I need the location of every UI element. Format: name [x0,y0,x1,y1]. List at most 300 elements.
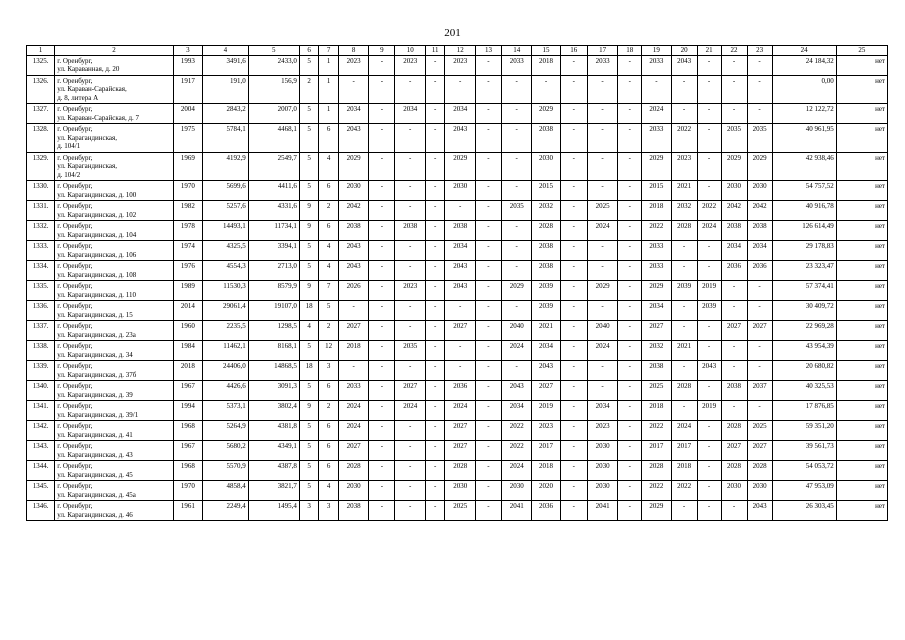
table-cell: нет [836,281,887,301]
table-cell: 2027 [642,321,671,341]
table-cell: - [425,321,445,341]
table-cell: - [532,75,560,104]
table-cell: 2027 [747,441,772,461]
table-cell: 1 [319,75,339,104]
column-header: 2 [55,46,173,56]
table-cell: - [395,421,425,441]
table-row [27,241,888,261]
table-cell: 2014 [173,301,202,321]
table-cell: 6 [319,461,339,481]
table-row [27,381,888,401]
address-cell: г. Оренбург, ул. Караван-Сарайская, д. 8, литера А [55,75,173,104]
table-cell: - [697,441,721,461]
table-cell: нет [836,104,887,124]
table-cell: 24406,0 [203,361,249,381]
table-cell: - [475,321,501,341]
table-cell: 2043 [445,261,475,281]
table-cell: 1968 [173,421,202,441]
row-number-cell: 1335. [27,281,55,301]
table-cell: 2019 [697,281,721,301]
table-row [27,201,888,221]
table-cell: 2004 [173,104,202,124]
table-cell: 2026 [338,281,368,301]
table-cell: 2023 [395,55,425,75]
table-cell: - [560,55,587,75]
table-cell: 2028 [671,381,697,401]
table-cell: 2021 [532,321,560,341]
table-cell: - [560,461,587,481]
table-cell: 2022 [642,221,671,241]
table-cell: 2040 [587,321,617,341]
table-cell: 7 [319,281,339,301]
table-cell: 5 [299,261,319,281]
table-cell: 4331,6 [248,201,299,221]
table-cell: - [369,241,395,261]
table-row [27,221,888,241]
table-cell: 6 [319,181,339,201]
row-number-cell: 1328. [27,124,55,153]
table-cell: 2022 [642,481,671,501]
table-cell: - [618,104,642,124]
table-cell: - [560,301,587,321]
table-cell: - [560,501,587,521]
row-number-cell: 1342. [27,421,55,441]
table-cell: - [587,152,617,181]
table-cell: 1960 [173,321,202,341]
table-cell: - [697,321,721,341]
table-cell: нет [836,201,887,221]
address-cell: г. Оренбург, ул. Карагандинская, д. 104/1 [55,124,173,153]
table-cell: 1974 [173,241,202,261]
table-cell: 2713,0 [248,261,299,281]
table-cell: - [721,104,747,124]
table-row [27,481,888,501]
table-cell: 2034 [642,301,671,321]
table-cell: 20 680,82 [772,361,836,381]
table-cell: 19107,0 [248,301,299,321]
table-cell: 5 [299,124,319,153]
table-row [27,181,888,201]
table-cell: - [475,361,501,381]
table-cell: 5784,1 [203,124,249,153]
table-cell: - [475,341,501,361]
table-cell: - [747,361,772,381]
table-cell: - [697,261,721,281]
table-cell: 40 961,95 [772,124,836,153]
table-cell: 2027 [445,441,475,461]
table-cell: 5 [299,152,319,181]
column-header: 1 [27,46,55,56]
table-cell: - [501,241,531,261]
table-row [27,401,888,421]
table-cell: 2028 [445,461,475,481]
table-cell: 2027 [338,321,368,341]
column-header: 20 [671,46,697,56]
table-cell: - [395,441,425,461]
row-number-cell: 1339. [27,361,55,381]
table-cell: 5699,6 [203,181,249,201]
table-cell: 2018 [338,341,368,361]
table-cell: 2024 [338,401,368,421]
table-cell: 12 122,72 [772,104,836,124]
table-row [27,75,888,104]
table-cell: - [697,75,721,104]
address-cell: г. Оренбург, ул. Карагандинская, д. 43 [55,441,173,461]
table-cell: 2023 [532,421,560,441]
table-cell: - [560,281,587,301]
table-cell: - [747,301,772,321]
table-cell: - [395,361,425,381]
table-cell: - [618,75,642,104]
table-cell: - [425,221,445,241]
table-cell: 4325,5 [203,241,249,261]
address-cell: г. Оренбург, ул. Карагандинская, д. 39 [55,381,173,401]
table-cell: - [618,361,642,381]
table-cell: 2038 [532,261,560,281]
table-cell: 2039 [532,301,560,321]
table-cell: 2027 [747,321,772,341]
table-cell: - [395,152,425,181]
table-cell: - [369,301,395,321]
table-cell: 39 561,73 [772,441,836,461]
table-cell: - [560,421,587,441]
table-cell: 26 303,45 [772,501,836,521]
table-cell: 2017 [532,441,560,461]
table-cell: - [560,361,587,381]
table-cell: - [395,124,425,153]
table-cell: 9 [299,401,319,421]
table-cell: - [697,481,721,501]
table-cell: - [747,55,772,75]
table-cell: 11462,1 [203,341,249,361]
table-cell: 2024 [395,401,425,421]
table-cell: 2030 [747,481,772,501]
table-cell: - [425,341,445,361]
table-cell: - [395,201,425,221]
table-cell: 2037 [747,381,772,401]
address-cell: г. Оренбург, ул. Карагандинская, д. 104 [55,221,173,241]
table-cell: 2021 [671,181,697,201]
table-cell: - [475,481,501,501]
table-cell: 23 323,47 [772,261,836,281]
table-cell: - [425,75,445,104]
table-cell: - [501,75,531,104]
table-cell: 2024 [671,421,697,441]
table-cell: 2018 [642,401,671,421]
table-cell: 2032 [642,341,671,361]
table-cell: 6 [319,441,339,461]
table-cell: - [618,481,642,501]
table-cell: 2023 [338,55,368,75]
table-cell: 2043 [532,361,560,381]
row-number-cell: 1334. [27,261,55,281]
table-cell: 2029 [747,152,772,181]
table-cell: - [697,421,721,441]
table-cell: - [671,261,697,281]
table-cell: 2021 [671,341,697,361]
table-cell: 2030 [338,181,368,201]
table-cell: 2030 [721,481,747,501]
table-cell: - [587,241,617,261]
table-cell: нет [836,55,887,75]
table-cell: 11734,1 [248,221,299,241]
table-cell: - [721,341,747,361]
address-cell: г. Оренбург, ул. Карагандинская, д. 106 [55,241,173,261]
table-cell: 1984 [173,341,202,361]
table-cell: - [560,321,587,341]
row-number-cell: 1326. [27,75,55,104]
table-cell: 4858,4 [203,481,249,501]
table-cell: 24 184,32 [772,55,836,75]
table-cell: - [369,152,395,181]
table-cell: - [395,321,425,341]
table-cell: 2034 [721,241,747,261]
table-cell: 2030 [445,481,475,501]
table-cell: 1 [319,55,339,75]
table-cell: - [501,261,531,281]
row-number-cell: 1333. [27,241,55,261]
table-cell: - [642,75,671,104]
table-cell: 2028 [642,461,671,481]
table-cell: - [369,461,395,481]
table-cell: 54 757,52 [772,181,836,201]
table-cell: 2028 [721,421,747,441]
table-cell: 1298,5 [248,321,299,341]
table-cell: - [618,241,642,261]
row-number-cell: 1327. [27,104,55,124]
table-cell: - [369,55,395,75]
table-cell: 2 [319,401,339,421]
table-row [27,301,888,321]
table-cell: 156,9 [248,75,299,104]
table-cell: - [697,381,721,401]
table-cell: 2018 [671,461,697,481]
table-cell: 2029 [721,152,747,181]
table-cell: - [425,481,445,501]
address-cell: г. Оренбург, ул. Карагандинская, д. 34 [55,341,173,361]
column-header: 15 [532,46,560,56]
table-cell: 2036 [445,381,475,401]
table-cell: 4 [319,261,339,281]
table-cell: 2032 [532,201,560,221]
table-cell: - [721,281,747,301]
table-cell: - [671,321,697,341]
table-cell: - [697,181,721,201]
table-cell: 2023 [671,152,697,181]
table-cell: нет [836,261,887,281]
table-cell: 2018 [642,201,671,221]
table-cell: - [747,75,772,104]
table-cell: 2033 [501,55,531,75]
table-cell: 2027 [395,381,425,401]
table-cell: 2024 [445,401,475,421]
table-cell: 2034 [747,241,772,261]
row-number-cell: 1340. [27,381,55,401]
table-cell: - [560,481,587,501]
address-cell: г. Оренбург, ул. Карагандинская, д. 45а [55,481,173,501]
table-cell: 4 [319,152,339,181]
housing-registry-table [26,45,888,521]
table-cell: 2034 [445,241,475,261]
column-header: 8 [338,46,368,56]
table-cell: - [425,361,445,381]
table-cell: 9 [299,281,319,301]
table-cell: - [475,301,501,321]
table-cell: - [425,124,445,153]
table-cell: - [369,421,395,441]
table-cell: 191,0 [203,75,249,104]
table-cell: 2027 [532,381,560,401]
address-cell: г. Оренбург, ул. Карагандинская, д. 46 [55,501,173,521]
table-cell: 5 [299,461,319,481]
table-cell: - [475,201,501,221]
table-cell: - [587,261,617,281]
address-cell: г. Оренбург, ул. Карагандинская, д. 45 [55,461,173,481]
table-cell: 4381,8 [248,421,299,441]
row-number-cell: 1336. [27,301,55,321]
column-header: 5 [248,46,299,56]
table-cell: - [475,221,501,241]
table-cell: 2015 [642,181,671,201]
table-cell: 9 [299,221,319,241]
table-cell: 8579,9 [248,281,299,301]
table-cell: 2023 [587,421,617,441]
table-cell: 2024 [697,221,721,241]
table-cell: 47 953,09 [772,481,836,501]
table-cell: 4387,8 [248,461,299,481]
table-cell: - [587,381,617,401]
table-cell: 2030 [338,481,368,501]
table-cell: 2033 [642,55,671,75]
table-cell: - [618,181,642,201]
table-cell: 6 [319,421,339,441]
table-cell: - [721,75,747,104]
table-cell: - [425,241,445,261]
table-cell: 5 [319,301,339,321]
table-cell: - [697,124,721,153]
table-cell: 2034 [501,401,531,421]
table-cell: 2022 [501,441,531,461]
table-cell: - [425,401,445,421]
table-cell: 2029 [587,281,617,301]
table-cell: 4349,1 [248,441,299,461]
table-row [27,361,888,381]
table-cell: 17 876,85 [772,401,836,421]
table-cell: 2 [319,201,339,221]
table-cell: 2038 [445,221,475,241]
table-cell: 5 [299,181,319,201]
table-cell: 1993 [173,55,202,75]
table-cell: 1 [319,104,339,124]
table-cell: нет [836,181,887,201]
table-cell: - [721,401,747,421]
table-cell: - [475,55,501,75]
table-cell: 2039 [697,301,721,321]
table-cell: - [560,441,587,461]
table-cell: - [560,241,587,261]
table-row [27,341,888,361]
table-cell: 1917 [173,75,202,104]
table-cell: 3802,4 [248,401,299,421]
table-cell: 2019 [697,401,721,421]
table-cell: 22 969,28 [772,321,836,341]
table-cell: 2043 [671,55,697,75]
table-cell: 2024 [338,421,368,441]
column-header: 24 [772,46,836,56]
column-header: 12 [445,46,475,56]
table-cell: - [747,341,772,361]
table-cell: 2549,7 [248,152,299,181]
table-cell: - [587,104,617,124]
table-cell: 1968 [173,461,202,481]
table-cell: - [425,281,445,301]
table-cell: - [618,281,642,301]
table-cell: 40 916,78 [772,201,836,221]
table-cell: 2024 [642,104,671,124]
table-cell: - [697,501,721,521]
table-cell: 29 178,83 [772,241,836,261]
table-cell: 11530,3 [203,281,249,301]
table-cell: 12 [319,341,339,361]
table-cell: - [560,181,587,201]
table-cell: 2022 [671,481,697,501]
table-row [27,461,888,481]
table-cell: - [395,75,425,104]
row-number-cell: 1346. [27,501,55,521]
table-cell: 1982 [173,201,202,221]
table-cell: 5 [299,55,319,75]
table-cell: 2030 [501,481,531,501]
table-row [27,421,888,441]
address-cell: г. Оренбург, ул. Карагандинская, д. 104/2 [55,152,173,181]
table-cell: - [369,381,395,401]
column-header: 9 [369,46,395,56]
table-cell: 1495,4 [248,501,299,521]
table-cell: 2042 [747,201,772,221]
table-cell: 8168,1 [248,341,299,361]
table-cell: 1976 [173,261,202,281]
table-cell: 40 325,53 [772,381,836,401]
table-cell: 2027 [445,421,475,441]
table-cell: 2036 [721,261,747,281]
table-cell: - [587,124,617,153]
table-cell: 2024 [587,221,617,241]
table-cell: 2029 [642,152,671,181]
table-cell: 1970 [173,481,202,501]
table-cell: - [501,301,531,321]
table-cell: 2041 [587,501,617,521]
address-cell: г. Оренбург, ул. Караванная, д. 20 [55,55,173,75]
table-cell: 2018 [532,55,560,75]
table-cell: - [618,421,642,441]
table-cell: - [618,441,642,461]
table-cell: - [560,124,587,153]
table-cell: - [395,301,425,321]
table-cell: - [587,361,617,381]
table-cell: - [425,461,445,481]
table-cell: нет [836,75,887,104]
table-cell: - [369,501,395,521]
table-cell: 2023 [445,55,475,75]
table-cell: 2038 [338,221,368,241]
table-cell: 2019 [532,401,560,421]
table-cell: 2015 [532,181,560,201]
column-header: 6 [299,46,319,56]
table-cell: 2022 [671,124,697,153]
table-cell: 3394,1 [248,241,299,261]
column-header: 22 [721,46,747,56]
table-cell: 2027 [721,321,747,341]
